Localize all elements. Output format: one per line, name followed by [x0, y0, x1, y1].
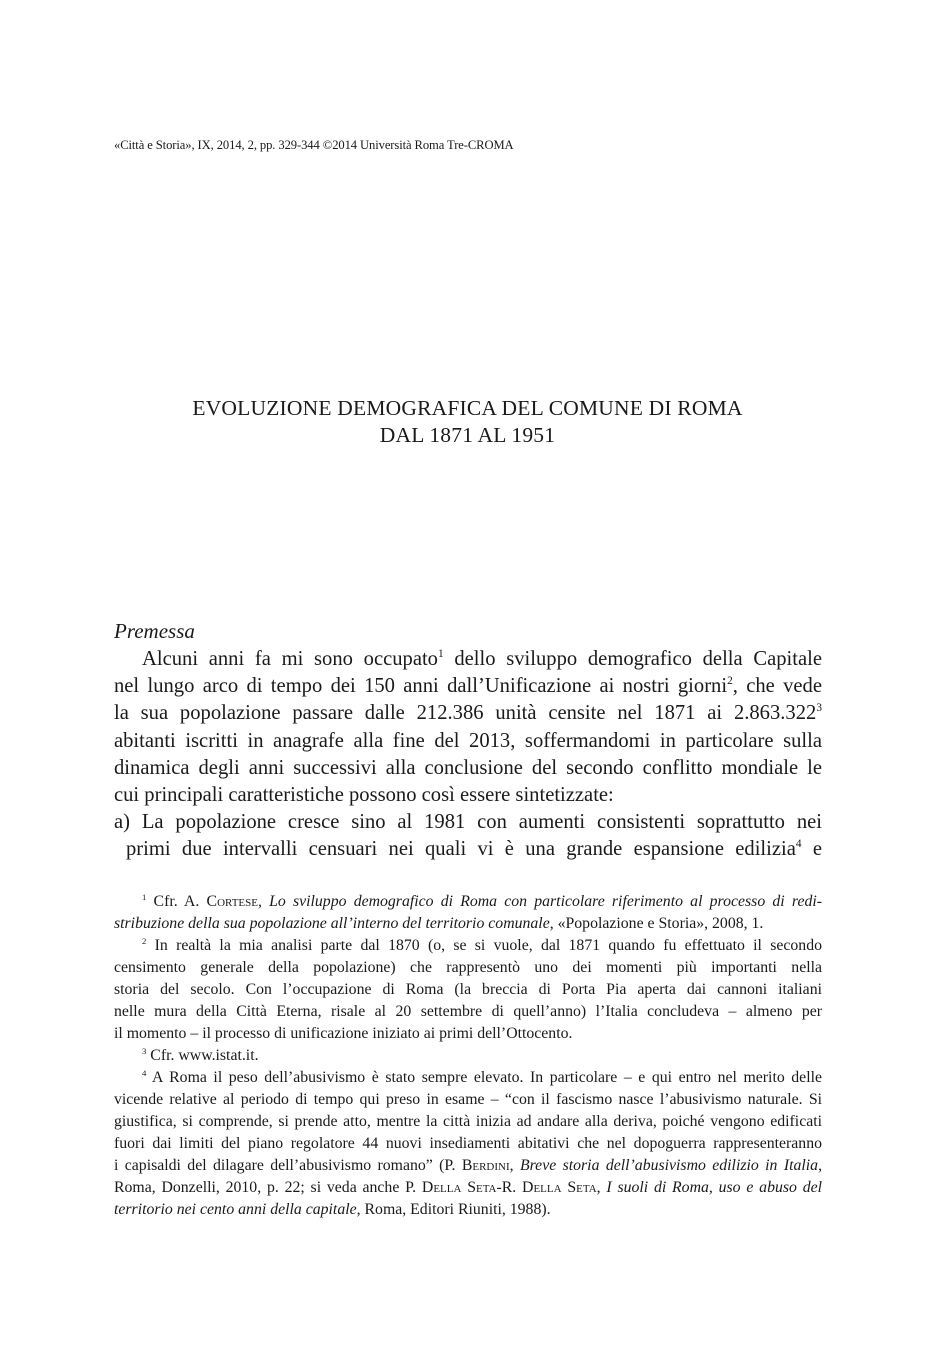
- footnote-ref: 1: [437, 648, 444, 661]
- footnote-4-line: vicende relative al periodo di tempo qui preso in esame – “con il fascismo nasce l’abusivismo naturale. Si: [114, 1091, 822, 1108]
- author-name: Cortese: [206, 893, 258, 910]
- footnote-4-line: [114, 1067, 822, 1089]
- footnote-text: ,: [509, 1157, 520, 1174]
- body-line: [114, 646, 822, 673]
- footnote-1-line: [114, 891, 822, 913]
- footnote-number: 1: [142, 891, 147, 902]
- footnote-2-line: [114, 935, 822, 957]
- footnotes: [114, 891, 822, 1221]
- work-title: Breve storia dell’abusivismo edilizio in Italia: [519, 1157, 819, 1174]
- list-item-line: a) La popolazione cresce sino al 1981 con aumenti consistenti soprattutto nei: [114, 811, 822, 834]
- section-heading: Premessa: [114, 619, 195, 643]
- list-item-line: [114, 836, 822, 863]
- footnote-text: In realtà la mia analisi parte dal 1870 (o, se si vuole, dal 1871 quando fu effettuato il secondo: [146, 937, 822, 954]
- footnote-4-line: [114, 1177, 822, 1199]
- body-text-span: e: [801, 838, 822, 861]
- body-paragraph: [114, 646, 822, 864]
- footnote-4-line: [114, 1155, 822, 1177]
- footnote-text: ,: [818, 1157, 823, 1174]
- body-text-span: primi due intervalli censuari nei quali vi è una grande espansione edilizia: [126, 838, 796, 861]
- body-line: [114, 700, 822, 727]
- footnote-2-line: nelle mura della Città Eterna, risale al 20 settembre di quell’anno) l’Italia concludeva – almeno per: [114, 1003, 822, 1020]
- work-title: stribuzione della sua popolazione all’interno del territorio comunale: [114, 915, 550, 932]
- footnote-text: Roma, Donzelli, 2010, p. 22; si veda anche P.: [114, 1179, 422, 1196]
- body-text-span: la sua popolazione passare dalle 212.386 unità censite nel 1871 ai 2.863.322: [114, 702, 817, 725]
- footnote-number: 4: [142, 1067, 147, 1078]
- work-title: , Lo sviluppo demografico di Roma con particolare riferimento al processo di redi-: [257, 893, 822, 910]
- footnote-1-line: [114, 913, 822, 935]
- body-line: abitanti iscritti in anagrafe alla fine del 2013, soffermandomi in particolare sulla: [114, 729, 822, 752]
- body-text-span: Alcuni anni fa mi sono occupato: [142, 648, 438, 670]
- body-line: cui principali caratteristiche possono così essere sintetizzate:: [114, 783, 614, 806]
- footnote-text: Cfr. A.: [146, 893, 207, 910]
- footnote-text: -R.: [496, 1179, 523, 1196]
- footnote-text: ,: [596, 1179, 607, 1196]
- footnote-ref: 3: [816, 702, 822, 715]
- body-text-span: , che vede: [732, 675, 822, 698]
- footnote-3-line: [114, 1045, 822, 1067]
- work-title: I suoli di Roma, uso e abuso del: [606, 1179, 822, 1196]
- title-line-1: EVOLUZIONE DEMOGRAFICA DEL COMUNE DI ROMA: [192, 396, 743, 420]
- footnote-ref: 2: [727, 675, 733, 688]
- footnote-text: A Roma il peso dell’abusivismo è stato sempre elevato. In particolare – e qui entro nel merito delle: [146, 1069, 822, 1086]
- footnote-ref: 4: [795, 838, 802, 851]
- footnote-2-line: il momento – il processo di unificazione iniziato ai primi dell’Ottocento.: [114, 1025, 573, 1042]
- footnote-text: Cfr. www.istat.it.: [146, 1047, 259, 1064]
- footnote-2-line: storia del secolo. Con l’occupazione di Roma (la breccia di Porta Pia aperta dai cannoni italiani: [114, 981, 822, 998]
- footnote-text: , Roma, Editori Riuniti, 1988).: [356, 1201, 551, 1218]
- body-text-span: nel lungo arco di tempo dei 150 anni dall’Unificazione ai nostri giorni: [114, 675, 728, 698]
- author-name: Della Seta: [522, 1179, 597, 1196]
- footnote-text: i capisaldi del dilagare dell’abusivismo romano” (P.: [114, 1157, 462, 1174]
- body-line: dinamica degli anni successivi alla conclusione del secondo conflitto mondiale le: [114, 756, 822, 779]
- title-line-2: DAL 1871 AL 1951: [379, 423, 556, 447]
- footnote-number: 3: [142, 1045, 147, 1056]
- footnote-number: 2: [142, 935, 147, 946]
- body-text-span: dello sviluppo demografico della Capitale: [443, 648, 822, 670]
- footnote-2-line: censimento generale della popolazione) che rappresentò uno dei momenti più importanti nella: [114, 959, 822, 976]
- author-name: Della Seta: [421, 1179, 497, 1196]
- footnote-4-line: fuori dai limiti del piano regolatore 44 nuovi insediamenti abitativi che nel dopoguerra rappresenteranno: [114, 1135, 822, 1152]
- footnote-4-line: giustifica, si comprende, si prende atto, mentre la città inizia ad andare alla deriva, poiché vengono edificati: [114, 1113, 822, 1130]
- work-title: territorio nei cento anni della capitale: [114, 1201, 357, 1218]
- running-head: «Città e Storia», IX, 2014, 2, pp. 329-344 ©2014 Università Roma Tre-CROMA: [114, 138, 514, 152]
- footnote-4-line: [114, 1199, 822, 1221]
- article-title: [0, 395, 935, 449]
- author-name: Berdini: [461, 1157, 510, 1174]
- body-line: [114, 673, 822, 700]
- footnote-text: , «Popolazione e Storia», 2008, 1.: [549, 915, 764, 932]
